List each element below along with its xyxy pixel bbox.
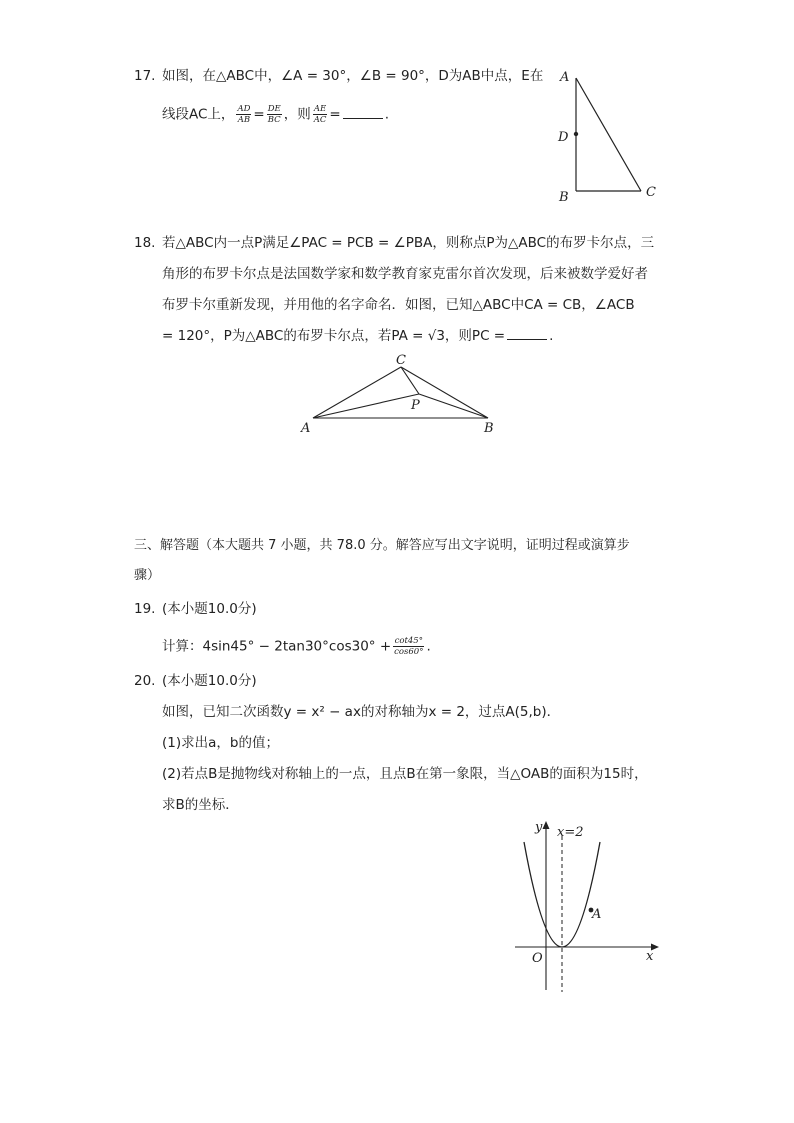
q20-label-y: y: [535, 820, 543, 835]
q17-end: .: [384, 106, 390, 123]
q19-score: (本小题10.0分): [162, 601, 257, 617]
q17-frac-de-bc: $\frac{DE}{BC}$: [267, 104, 281, 125]
q19-end: .: [426, 638, 431, 655]
q19-frac-cot-cos: $\frac{\cot 45^\circ}{\cos 60^\circ}$: [394, 636, 424, 657]
q20-label-symmetry: x=2: [557, 825, 584, 840]
q20-y-axis-arrow: [543, 821, 550, 829]
q17-line2: [162, 104, 389, 125]
q20-label-x: x: [646, 949, 654, 964]
q17-triangle-figure: [550, 65, 670, 210]
q19-expression-prefix: 计算：4sin45° − 2tan30°cos30° +: [162, 638, 392, 655]
q20-line2: (1)求出a，b的值；: [162, 735, 279, 751]
q17-frac-ae-ac: $\frac{AE}{AC}$: [313, 104, 327, 125]
q20-line4: 求B的坐标．: [162, 797, 239, 813]
q18-line2: 角形的布罗卡尔点是法国数学家和数学教育家克雷尔首次发现，后来被数学爱好者: [162, 266, 648, 282]
q18-label-c: C: [396, 353, 406, 368]
q20-label-a: A: [592, 907, 602, 922]
q18-side-ac: [313, 367, 401, 418]
q18-label-a: A: [301, 421, 311, 436]
q19-expression: [162, 636, 431, 657]
q18-answer-blank[interactable]: [507, 327, 547, 340]
q17-label-d: D: [558, 130, 569, 145]
q18-triangle-figure: [295, 350, 505, 440]
q17-eq: =: [253, 106, 265, 123]
q20-line1: 如图，已知二次函数y = x² − ax的对称轴为x = 2，过点A(5,b)．: [162, 704, 561, 720]
q18-line3: 布罗卡尔重新发现，并用他的名字命名．如图，已知△ABC中CA = CB，∠ACB: [162, 297, 635, 313]
q18-line4: [162, 327, 553, 345]
q17-label-a: A: [560, 70, 570, 85]
q17-point-d: [574, 132, 578, 136]
q17-eq2: =: [329, 106, 341, 123]
q20-number: 20.: [134, 673, 156, 689]
q18-line1: 若△ABC内一点P满足∠PAC = PCB = ∠PBA，则称点P为△ABC的布罗卡尔点，三: [162, 235, 655, 251]
section3-heading-line1: 三、解答题（本大题共 7 小题，共 78.0 分。解答应写出文字说明，证明过程或演算步: [134, 538, 630, 553]
q17-line2-prefix: 线段AC上，: [162, 106, 235, 123]
q17-label-c: C: [646, 185, 656, 200]
q17-side-ac: [576, 78, 641, 191]
q18-label-b: B: [484, 421, 494, 436]
q17-frac-ad-ab: $\frac{AD}{AB}$: [237, 104, 251, 125]
q20-label-o: O: [532, 951, 543, 966]
q20-score: (本小题10.0分): [162, 673, 257, 689]
q17-answer-blank[interactable]: [343, 106, 383, 119]
q17-label-b: B: [559, 190, 569, 205]
section3-heading-line2: 骤）: [134, 568, 161, 583]
q18-label-p: P: [411, 398, 420, 413]
q17-line1: 如图，在△ABC中，∠A = 30°，∠B = 90°，D为AB中点，E在: [162, 68, 544, 84]
q20-line3: (2)若点B是抛物线对称轴上的一点，且点B在第一象限，当△OAB的面积为15时，: [162, 766, 648, 782]
q20-parabola-figure: [505, 812, 670, 997]
q17-then: ，则: [283, 106, 311, 123]
q17-number: 17.: [134, 68, 156, 84]
q18-segment-pc: [401, 367, 419, 394]
q19-number: 19.: [134, 601, 156, 617]
q18-line4-prefix: = 120°，P为△ABC的布罗卡尔点，若PA = √3，则PC =: [162, 328, 506, 344]
q18-number: 18.: [134, 235, 156, 251]
q18-end: .: [549, 328, 554, 344]
q18-segment-pa: [313, 394, 419, 418]
